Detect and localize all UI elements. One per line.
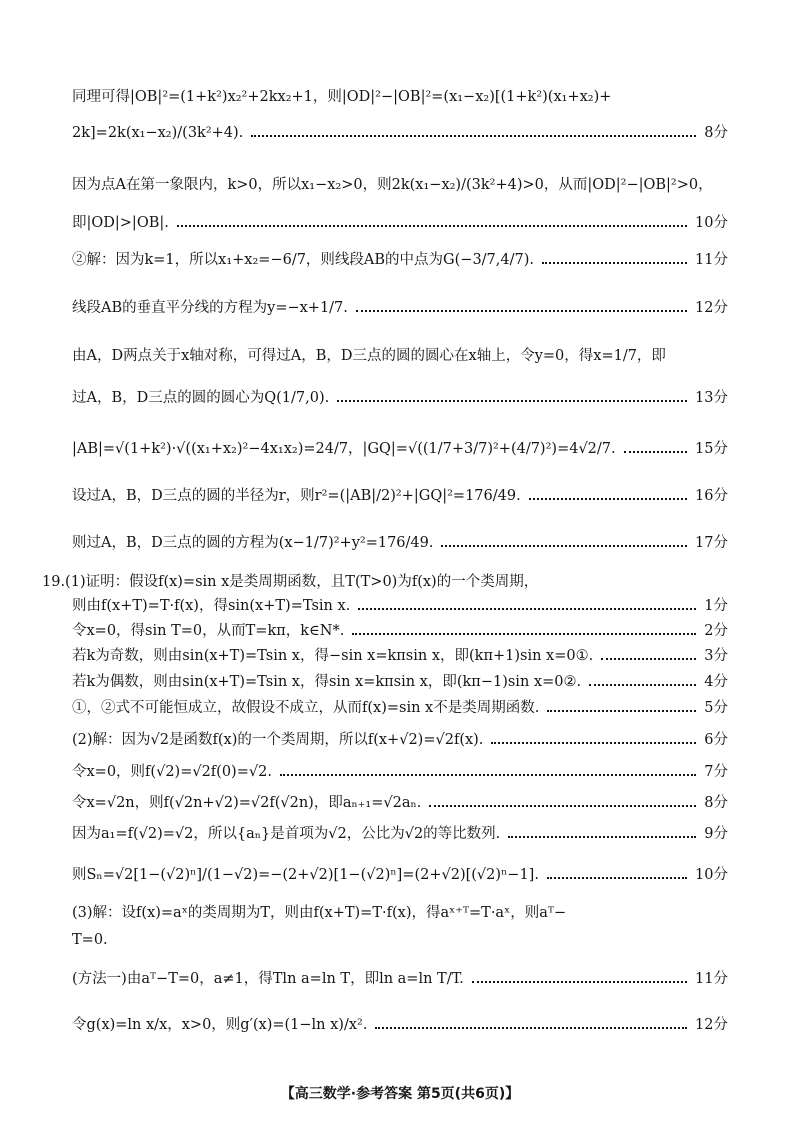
score-label: 11分: [695, 252, 728, 268]
leader-dots: [429, 803, 696, 807]
score-label: 13分: [695, 390, 728, 406]
score-label: 10分: [695, 215, 728, 231]
leader-dots: [508, 834, 696, 838]
solution-line: (方法一)由aᵀ−T=0，a≠1，得Tln a=ln T，即ln a=ln T/T. 11分: [72, 971, 728, 987]
solution-line: ②解：因为k=1，所以x₁+x₂=−6/7，则线段AB的中点为G(−3/7,4/7). 11分: [72, 252, 728, 268]
score-label: 16分: [695, 488, 728, 504]
leader-dots: [529, 496, 687, 500]
leader-dots: [547, 708, 696, 712]
leader-dots: [337, 398, 687, 402]
solution-line: |AB|=√(1+k²)·√((x₁+x₂)²−4x₁x₂)=24/7，|GQ|=√((1/7+3/7)²+(4/7)²)=4√2/7. 15分: [72, 441, 728, 457]
solution-line: 线段AB的垂直平分线的方程为y=−x+1/7. 12分: [72, 300, 728, 316]
leader-dots: [352, 631, 696, 635]
score-label: 4分: [704, 674, 728, 690]
question-19-heading: 19.(1)证明：假设f(x)=sin x是类周期函数，且T(T>0)为f(x)的一个类周期，: [42, 574, 539, 590]
solution-line: 过A，B，D三点的圆的圆心为Q(1/7,0). 13分: [72, 390, 728, 406]
solution-line: (2)解：因为√2是函数f(x)的一个类周期，所以f(x+√2)=√2f(x). 6分: [72, 732, 728, 748]
solution-line: T=0.: [72, 932, 108, 948]
solution-line: ①，②式不可能恒成立，故假设不成立，从而f(x)=sin x不是类周期函数. 5分: [72, 700, 728, 716]
score-label: 8分: [704, 125, 728, 141]
solution-line: (3)解：设f(x)=aˣ的类周期为T，则由f(x+T)=T·f(x)，得aˣ⁺ᵀ=T·aˣ，则aᵀ−: [72, 905, 567, 921]
solution-line: 由A，D两点关于x轴对称，可得过A，B，D三点的圆的圆心在x轴上，令y=0，得x=1/7，即: [72, 348, 666, 364]
score-label: 1分: [704, 598, 728, 614]
leader-dots: [280, 772, 696, 776]
score-label: 7分: [704, 764, 728, 780]
solution-line: 若k为偶数，则由sin(x+T)=Tsin x，得sin x=kπsin x，即(kπ−1)sin x=0②. 4分: [72, 674, 728, 690]
score-label: 10分: [695, 867, 728, 883]
score-label: 17分: [695, 535, 728, 551]
page-footer: 【高三数学·参考答案 第5页(共6页)】: [280, 1086, 520, 1102]
leader-dots: [251, 133, 696, 137]
leader-dots: [441, 543, 687, 547]
leader-dots: [601, 656, 696, 660]
score-label: 9分: [704, 826, 728, 842]
solution-line: 令x=√2n，则f(√2n+√2)=√2f(√2n)，即aₙ₊₁=√2aₙ. 8分: [72, 795, 728, 811]
score-label: 8分: [704, 795, 728, 811]
solution-line: 同理可得|OB|²=(1+k²)x₂²+2kx₂+1，则|OD|²−|OB|²=(x₁−x₂)[(1+k²)(x₁+x₂)+: [72, 89, 612, 105]
score-label: 6分: [704, 732, 728, 748]
solution-line: 则由f(x+T)=T·f(x)，得sin(x+T)=Tsin x. 1分: [72, 598, 728, 614]
score-label: 12分: [695, 300, 728, 316]
solution-line: 即|OD|>|OB|. 10分: [72, 215, 728, 231]
score-label: 2分: [704, 623, 728, 639]
solution-line: 则Sₙ=√2[1−(√2)ⁿ]/(1−√2)=−(2+√2)[1−(√2)ⁿ]=(2+√2)[(√2)ⁿ−1]. 10分: [72, 867, 728, 883]
solution-line: 令x=0，则f(√2)=√2f(0)=√2. 7分: [72, 764, 728, 780]
leader-dots: [356, 308, 687, 312]
score-label: 3分: [704, 648, 728, 664]
solution-line: 令g(x)=ln x/x，x>0，则g′(x)=(1−ln x)/x². 12分: [72, 1017, 728, 1033]
solution-line: 若k为奇数，则由sin(x+T)=Tsin x，得−sin x=kπsin x，即(kπ+1)sin x=0①. 3分: [72, 648, 728, 664]
leader-dots: [177, 223, 687, 227]
solution-line: 则过A，B，D三点的圆的方程为(x−1/7)²+y²=176/49. 17分: [72, 535, 728, 551]
score-label: 5分: [704, 700, 728, 716]
solution-line: 令x=0，得sin T=0，从而T=kπ，k∈N*. 2分: [72, 623, 728, 639]
solution-line: 设过A，B，D三点的圆的半径为r，则r²=(|AB|/2)²+|GQ|²=176/49. 16分: [72, 488, 728, 504]
solution-line: 2k]=2k(x₁−x₂)/(3k²+4). 8分: [72, 125, 728, 141]
score-label: 11分: [695, 971, 728, 987]
leader-dots: [491, 740, 696, 744]
solution-line: 因为点A在第一象限内，k>0，所以x₁−x₂>0，则2k(x₁−x₂)/(3k²+4)>0，从而|OD|²−|OB|²>0，: [72, 177, 713, 193]
leader-dots: [358, 606, 696, 610]
leader-dots: [472, 979, 687, 983]
score-label: 15分: [695, 441, 728, 457]
leader-dots: [375, 1025, 687, 1029]
leader-dots: [589, 682, 696, 686]
leader-dots: [542, 260, 687, 264]
leader-dots: [624, 449, 687, 453]
leader-dots: [547, 875, 687, 879]
score-label: 12分: [695, 1017, 728, 1033]
solution-line: 因为a₁=f(√2)=√2，所以{aₙ}是首项为√2，公比为√2的等比数列. 9分: [72, 826, 728, 842]
